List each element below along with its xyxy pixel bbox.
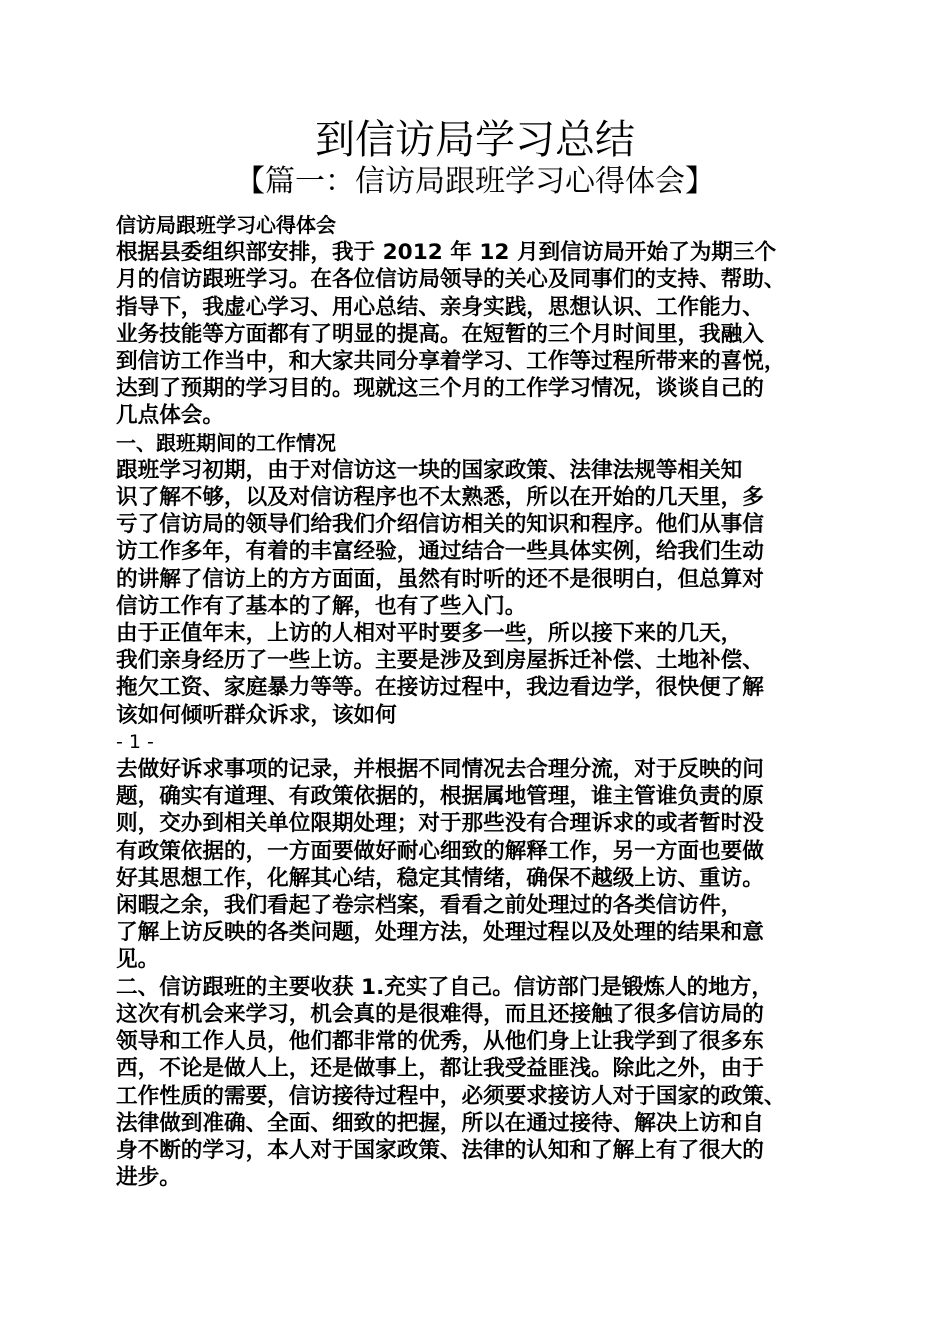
document-body bbox=[116, 212, 838, 1191]
paragraph-line: 领导和工作人员，他们都非常的优秀，从他们身上让我学到了很多东 bbox=[116, 1029, 764, 1055]
paragraph-line: 闲暇之余，我们看起了卷宗档案，看看之前处理过的各类信访件， bbox=[116, 893, 743, 919]
document-title: 到信访局学习总结 bbox=[315, 117, 635, 163]
paragraph-line: 有政策依据的，一方面要做好耐心细致的解释工作，另一方面也要做 bbox=[116, 838, 764, 864]
paragraph-line: 去做好诉求事项的记录，并根据不同情况去合理分流，对于反映的问 bbox=[116, 757, 764, 783]
paragraph-line: 身不断的学习，本人对于国家政策、法律的认知和了解上有了很大的 bbox=[116, 1137, 764, 1163]
paragraph-line: 根据县委组织部安排，我于 2012 年 12 月到信访局开始了为期三个 bbox=[116, 240, 777, 266]
paragraph-line: 见。 bbox=[116, 947, 160, 973]
paragraph-line: 跟班学习初期，由于对信访这一块的国家政策、法律法规等相关知 bbox=[116, 457, 743, 483]
paragraph-line: 信访工作有了基本的了解，也有了些入门。 bbox=[116, 593, 527, 619]
paragraph-line: 到信访工作当中，和大家共同分享着学习、工作等过程所带来的喜悦， bbox=[116, 349, 786, 375]
paragraph-line: 信访局跟班学习心得体会 bbox=[116, 213, 336, 237]
paragraph-line: 亏了信访局的领导们给我们介绍信访相关的知识和程序。他们从事信 bbox=[116, 512, 764, 538]
paragraph-line: 题，确实有道理、有政策依据的，根据属地管理，谁主管谁负责的原 bbox=[116, 784, 764, 810]
page-number: - 1 - bbox=[116, 730, 154, 753]
paragraph-line: 该如何倾听群众诉求，该如何 bbox=[116, 702, 397, 728]
paragraph-line: 月的信访跟班学习。在各位信访局领导的关心及同事们的支持、帮助、 bbox=[116, 267, 786, 293]
paragraph-line: 我们亲身经历了一些上访。主要是涉及到房屋拆迁补偿、土地补偿、 bbox=[116, 648, 764, 674]
paragraph-line: 工作性质的需要，信访接待过程中，必须要求接访人对于国家的政策、 bbox=[116, 1083, 786, 1109]
paragraph-line: 拖欠工资、家庭暴力等等。在接访过程中，我边看边学，很快便了解 bbox=[116, 675, 764, 701]
paragraph-line: 访工作多年，有着的丰富经验，通过结合一些具体实例，给我们生动 bbox=[116, 539, 764, 565]
paragraph-line: 好其思想工作，化解其心结，稳定其情绪，确保不越级上访、重访。 bbox=[116, 865, 764, 891]
paragraph-line: 几点体会。 bbox=[116, 403, 224, 429]
paragraph-line: 由于正值年末，上访的人相对平时要多一些，所以接下来的几天， bbox=[116, 621, 743, 647]
document-subtitle: 【篇一：信访局跟班学习心得体会】 bbox=[235, 164, 715, 199]
paragraph-line: 法律做到准确、全面、细致的把握，所以在通过接待、解决上访和自 bbox=[116, 1110, 764, 1136]
paragraph-line: 的讲解了信访上的方方面面，虽然有时听的还不是很明白，但总算对 bbox=[116, 566, 764, 592]
paragraph-line: 识了解不够，以及对信访程序也不太熟悉，所以在开始的几天里，多 bbox=[116, 485, 764, 511]
paragraph-line: 西，不论是做人上，还是做事上，都让我受益匪浅。除此之外，由于 bbox=[116, 1056, 764, 1082]
paragraph-line: 进步。 bbox=[116, 1165, 181, 1191]
paragraph-line: 达到了预期的学习目的。现就这三个月的工作学习情况，谈谈自己的 bbox=[116, 376, 764, 402]
paragraph-line: 这次有机会来学习，机会真的是很难得，而且还接触了很多信访局的 bbox=[116, 1001, 764, 1027]
paragraph-line: 则，交办到相关单位限期处理；对于那些没有合理诉求的或者暂时没 bbox=[116, 811, 764, 837]
paragraph-line: 二、信访跟班的主要收获 1.充实了自己。信访部门是锻炼人的地方， bbox=[116, 974, 773, 1000]
paragraph-line: 了解上访反映的各类问题，处理方法，处理过程以及处理的结果和意 bbox=[116, 920, 764, 946]
paragraph-line: 业务技能等方面都有了明显的提高。在短暂的三个月时间里，我融入 bbox=[116, 321, 764, 347]
paragraph-line: 指导下，我虚心学习、用心总结、亲身实践，思想认识、工作能力、 bbox=[116, 294, 764, 320]
paragraph-line: 一、跟班期间的工作情况 bbox=[116, 430, 336, 455]
